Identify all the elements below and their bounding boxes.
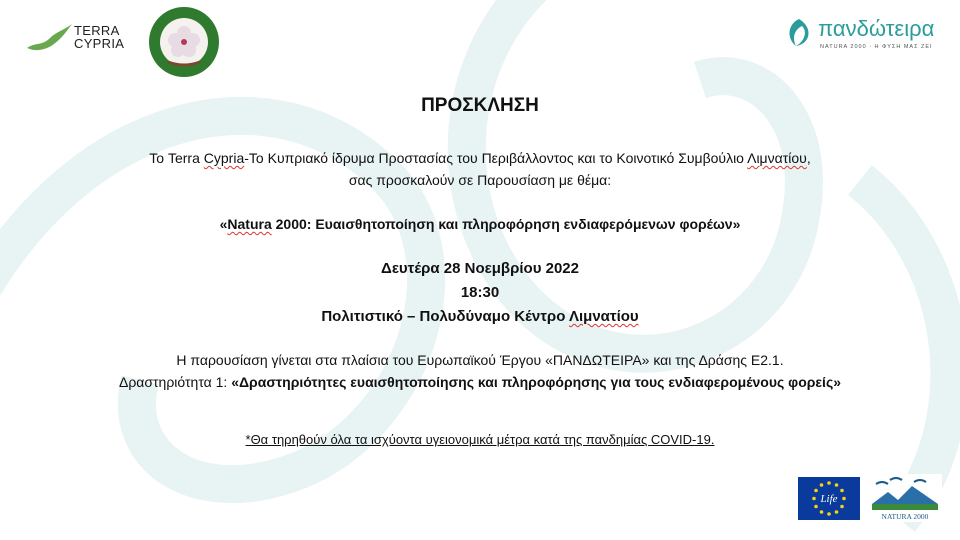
presentation-theme (0, 216, 960, 232)
cyprus-island-icon (24, 20, 74, 60)
activity-label: Δραστηριότητα 1: (118, 374, 232, 390)
natura-text: NATURA 2000 (881, 512, 929, 521)
activity-line (0, 374, 960, 390)
life-text: Life (820, 493, 838, 505)
pandoteira-name: πανδώτειρα (818, 16, 935, 41)
event-venue (0, 308, 960, 325)
terra-line1: TERRA (74, 23, 120, 38)
theme-text-c: 2000: Ευαισθητοποίηση και πληροφόρηση ενδιαφερόμενων φορέων» (271, 216, 741, 232)
intro-text-d: Λιμνατίου (747, 150, 807, 166)
community-seal-logo (148, 6, 220, 78)
terra-line2: CYPRIA (74, 36, 125, 51)
pandoteira-tagline: NATURA 2000 · Η ΦΥΣΗ ΜΑΣ ΖΕΙ (820, 44, 933, 50)
intro-line-1 (0, 150, 960, 166)
natura-2000-logo (868, 474, 942, 522)
terra-cypria-logo (24, 18, 134, 63)
intro-text-b: Cypria (203, 150, 245, 166)
intro-line-2: σας προσκαλούν σε Παρουσίαση με θέμα: (348, 172, 612, 188)
intro-text-c: -Το Κυπριακό ίδρυμα Προστασίας του Περιβάλλοντος και το Κοινοτικό Συμβούλιο (244, 150, 748, 166)
covid-note (0, 432, 960, 447)
venue-text-a: Πολιτιστικό – Πολυδύναμο Κέντρο (321, 308, 569, 325)
theme-text-b: Natura (227, 216, 272, 232)
project-line: Η παρουσίαση γίνεται στα πλαίσια του Ευρωπαϊκού Έργου «ΠΑΝΔΩΤΕΙΡΑ» και της Δράσης Ε2.1. (176, 352, 784, 368)
activity-value: «Δραστηριότητες ευαισθητοποίησης και πληροφόρησης για τους ενδιαφερομένους φορείς» (231, 374, 842, 390)
pandoteira-logo (782, 16, 942, 58)
eu-life-logo (798, 477, 860, 520)
leaf-swirl-icon (782, 16, 816, 50)
covid-note-text: *Θα τηρηθούν όλα τα ισχύοντα υγειονομικά μέτρα κατά της πανδημίας COVID-19. (245, 432, 715, 447)
intro-text-e: , (806, 150, 811, 166)
event-date: Δευτέρα 28 Νοεμβρίου 2022 (381, 260, 579, 277)
theme-text-a: « (219, 216, 228, 232)
intro-text-a: Το Terra (149, 150, 204, 166)
venue-text-b: Λιμνατίου (568, 308, 639, 325)
page-title: ΠΡΟΣΚΛΗΣΗ (421, 95, 539, 116)
event-time: 18:30 (460, 284, 500, 301)
